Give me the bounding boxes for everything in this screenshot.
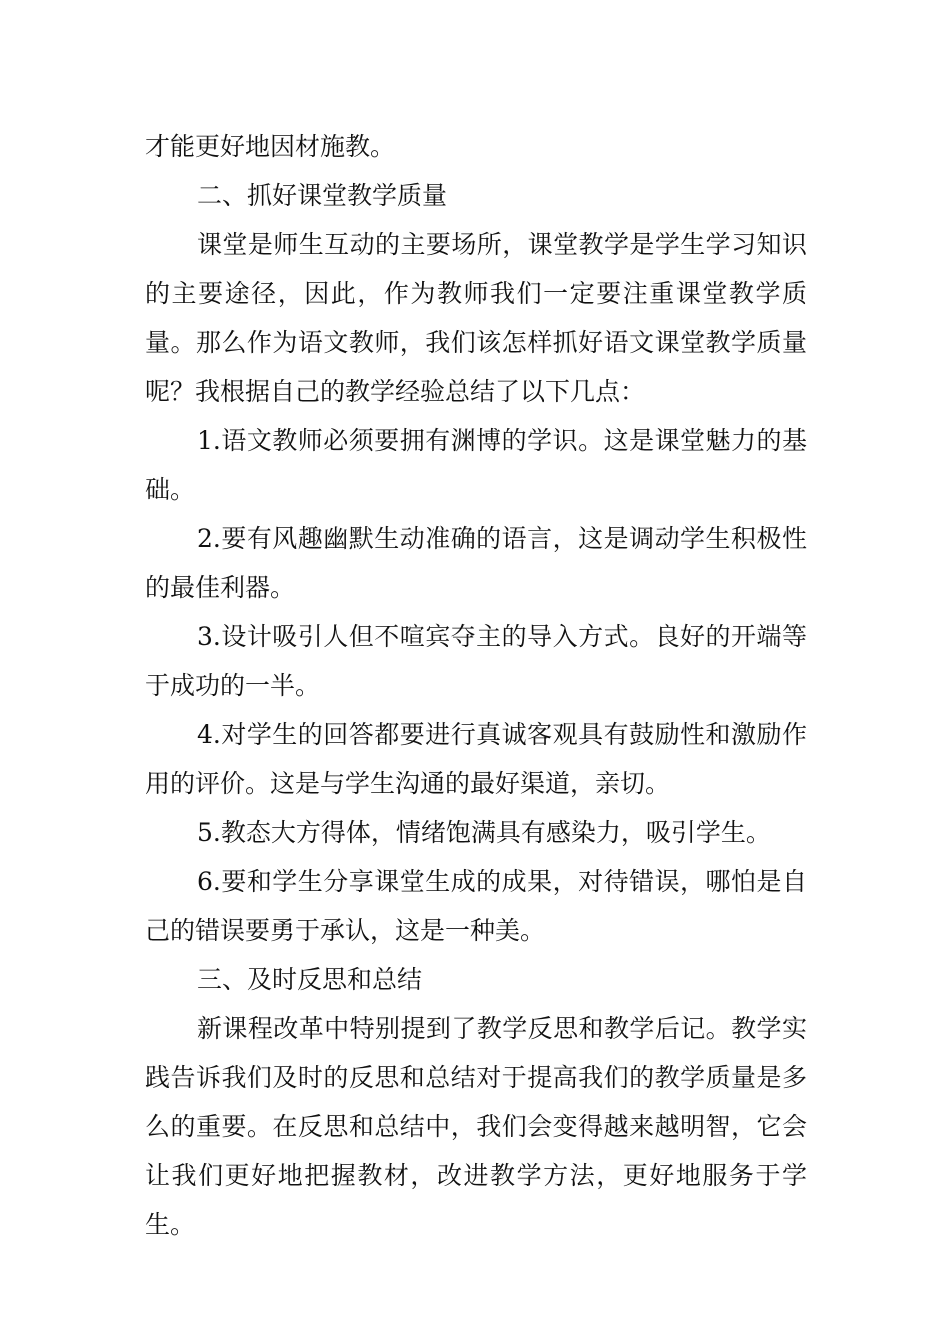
list-item-4: 4.对学生的回答都要进行真诚客观具有鼓励性和激励作用的评价。这是与学生沟通的最好渠道，亲切。 [145,720,807,798]
list-item-3: 3.设计吸引人但不喧宾夺主的导入方式。良好的开端等于成功的一半。 [145,622,807,700]
list-item-2: 2.要有风趣幽默生动准确的语言，这是调动学生积极性的最佳利器。 [145,524,807,602]
paragraph-reflection: 新课程改革中特别提到了教学反思和教学后记。教学实践告诉我们及时的反思和总结对于提高我们的教学质量是多么的重要。在反思和总结中，我们会变得越来越明智，它会让我们更好地把握教材，改进教学方法，更好地服务于学生。 [145,1014,807,1239]
section-heading-2: 二、抓好课堂教学质量 [197,181,448,210]
document-body [145,122,807,1249]
list-item-5: 5.教态大方得体，情绪饱满具有感染力，吸引学生。 [197,818,771,847]
list-item-1: 1.语文教师必须要拥有渊博的学识。这是课堂魅力的基础。 [145,426,807,504]
paragraph-classroom: 课堂是师生互动的主要场所，课堂教学是学生学习知识的主要途径，因此，作为教师我们一定要注重课堂教学质量。那么作为语文教师，我们该怎样抓好语文课堂教学质量呢？我根据自己的教学经验总结了以下几点： [145,230,807,406]
list-item-6: 6.要和学生分享课堂生成的成果，对待错误，哪怕是自己的错误要勇于承认，这是一种美。 [145,867,807,945]
paragraph-continuation: 才能更好地因材施教。 [145,132,396,161]
section-heading-3: 三、及时反思和总结 [197,965,423,994]
